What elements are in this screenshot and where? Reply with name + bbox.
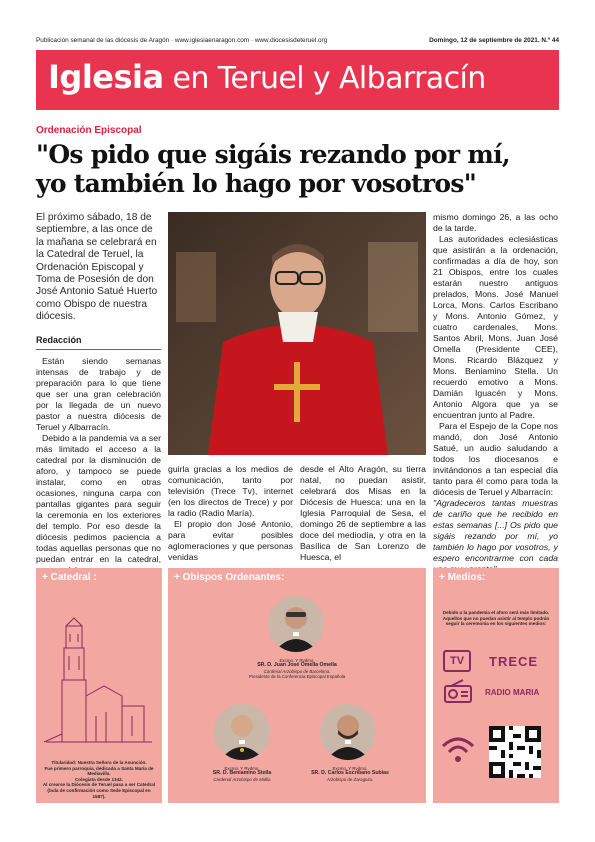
catedral-title: + Catedral : [42,572,97,583]
bishop-role-extra: Presidente de la Conferencia Episcopal Española [248,674,346,680]
masthead [36,50,559,110]
masthead-title-bold: Iglesia [48,58,164,96]
medios-title: + Medios: [439,572,486,583]
byline: Redacción [36,335,161,350]
bishop-caption-escribano [286,766,414,782]
catedral-info [42,760,156,799]
column-paragraph: Están siendo semanas intensas de trabajo y de preparación para lo que tiene que ser una gran celebración por la llegada de un nuevo pastor a nuestra diócesis de Teruel y Albarracín. [36,356,161,432]
catedral-panel [36,568,162,803]
column-paragraph: Para el Espejo de la Cope nos mandó, don José Antonio Satué, un audio saludando a todos los diocesanos e invitándonos a tan especial día tanto para él como para toda la diócesis de Teruel y Albarracín: [433,421,558,497]
issue-date: Domingo, 12 de septiembre de 2021. N.º 44 [429,37,559,44]
lead-paragraph: El próximo sábado, 18 de septiembre, a las once de la mañana se celebrará en la Catedral de Teruel, la Ordenación Episcopal y Toma de Posesión de don José Antonio Satué Huerto como Obispo de nuestra diócesis. [36,212,158,323]
headline-line-1: "Os pido que sigáis rezando por mí, [36,140,510,169]
bishop-honorific: Excmo. Y Rvdmo. [332,766,368,771]
column-paragraph: Debido a la pandemia va a ser más limitado el acceso a la catedral por la disminución de aforo, y tampoco se puede instalar, como en otras ocasiones, ninguna carpa con pantallas gigantes para seguir la ceremonia en los exteriores del templo. Por eso desde la diócesis pedimos paciencia a todas aquellas personas que no puedan entrar en la catedral, [36,433,161,564]
medios-info: Debido a la pandemia el aforo será más limitado. Aquellos que no puedan asistir al templo podrán seguir la ceremonia en los siguientes medios: [442,610,550,627]
bishop-honorific: Excmo. Y Rvdmo. [279,658,315,663]
bishop-role: Arzobispo de Zaragoza. [326,776,374,782]
article-column-4 [433,212,558,575]
cathedral-drawing-icon [44,616,154,746]
catedral-info-line: Colegiata desde 1342. [74,776,123,782]
article-column-2 [168,464,293,563]
qr-code-icon[interactable] [489,726,541,778]
catedral-info-line: Titularidad: Nuestra Señora de la Asunción. [51,760,147,765]
column-paragraph: desde el Alto Aragón, su tierra natal, no puedan asistir, celebrará dos Misas en la Diócesis de Huesca: una en la Iglesia Parroquial de Sesa, el domingo 26 de septiembre a las doce del mediodía, y otra en la Basílica de San Lorenzo de Huesca, el [300,464,426,562]
column-paragraph: Las autoridades eclesiásticas que asistirán a la ordenación, confirmadas a día de hoy, son 21 Obispos, entre los cuales estarán nuestro antiguos prelados, Mons. José Manuel Lorca, Mons. Carlos Escribano y Mons. Antonio Gómez, y cuatro cardenales, Mons. Santos Abril, Mons. Juan José Omella (Presidente CEE), Mons. Ricardo Blázquez y Mons. Beniamino Stella. Un recuerdo emotivo a Mons. Damián Iguacén y Mons. Antonio Algora que ya se encuentran junto al Padre. [433,234,558,420]
wifi-icon [441,734,475,764]
bishop-honorific: Excmo. Y Rvdmo. [224,766,260,771]
obispos-title: + Obispos Ordenantes: [174,572,285,583]
medios-panel [433,568,559,803]
bishop-name: SR. D. Juan José Omella Omella [257,662,337,669]
column-paragraph: El propio don José Antonio, para evitar posibles aglomeraciones y que personas venidas [168,519,293,562]
pull-quote: "Agradeceros tantas muestras de cariño que he recibido en estas semanas [...] Os pido que sigáis rezando por mí, yo también lo hago por vosotros, y espero encontrarme con cada [433,498,558,563]
masthead-title-light: en Teruel y Albarracín [163,61,486,96]
section-kicker: Ordenación Episcopal [36,125,142,136]
bishop-caption-omella [232,658,362,680]
article-column-1 [36,356,161,576]
publication-info: Publicación semanal de las diócesis de Aragón · www.iglesiaenaragon.com · www.diocesisdeteruel.org [36,37,328,44]
headline-line-2: yo también lo hago por vosotros" [36,169,477,198]
catedral-info-line: Fue primero parroquia, dedicada a Santa María de Mediavilla. [44,765,154,777]
bishop-role: Cardenal Arzobispo de Barcelona. [263,668,331,674]
bishop-name: SR. D. Beniamino Stella [212,770,272,777]
bishop-avatar-omella [268,596,324,652]
obispos-panel [168,568,426,803]
bishop-avatar-stella [214,704,270,760]
bishop-photo [168,212,426,455]
column-paragraph: guirla gracias a los medios de comunicación, tanto por televisión (Trece Tv), internet (en los directos de Trece) y por la radio (Radio María). [168,464,293,518]
radio-icon [443,678,473,704]
bishop-name: SR. D. Carlos Escribano Subías [311,770,389,777]
catedral-info-line: Al crearse la Diócesis de Teruel pasa a ser Catedral (bula de confirmación como Sede Episcopal en 1587). [42,782,156,799]
radio-maria-logo: RADIO MARIA [485,688,540,697]
top-bar [36,37,559,47]
bishop-role: Cardenal Arzobispo de Midila [213,776,271,782]
article-column-3 [300,464,426,563]
headline [36,140,566,198]
bishop-avatar-escribano [320,704,376,760]
trece-logo: TRECE [489,654,539,669]
tv-icon: TV [443,650,471,672]
column-paragraph: mismo domingo 26, a las ocho de la tarde. [433,212,558,233]
